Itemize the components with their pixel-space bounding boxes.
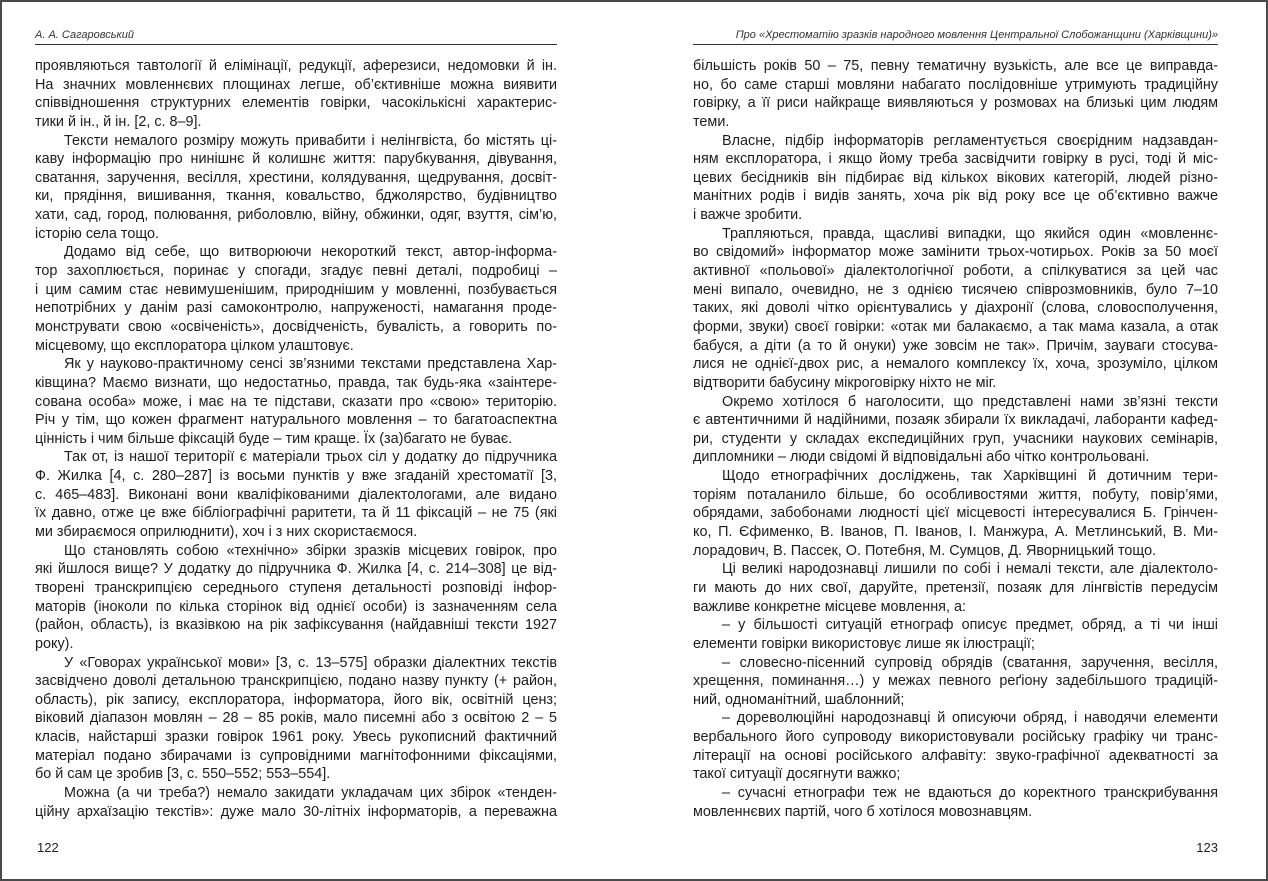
- text-line: активної «польової» діалектологічної роботи, а спілкуватися за цей час: [693, 263, 1218, 280]
- text-line: ційну архаїзацію текстів»: дуже мало 30-літніх інформаторів, а переважна: [35, 803, 557, 820]
- text-line: проявляються тавтології й елімінації, редукції, аферезиси, недомовки й ін.: [35, 58, 557, 74]
- text-line: с. 465–483]. Виконані вони кваліфікованими діалектологами, але видано: [35, 486, 557, 503]
- page-body: [35, 57, 557, 821]
- text-line: цевих бесідників він підбирає від кількох вікових категорій, людей різно-: [693, 169, 1218, 186]
- paragraph: [693, 709, 1218, 784]
- paragraph: [35, 542, 557, 654]
- text-line: літерації на основі російського алфавіту: звуко-графічної адекватності за: [693, 747, 1218, 764]
- paragraph: [693, 57, 1218, 132]
- text-line: які йшлося вище? У додатку до підручника Ф. Жилка [4, с. 214–308] це від-: [35, 561, 557, 578]
- text-line: обрядами, забобонами людності цієї місцевості інтересувалися Б. Грінчен-: [693, 505, 1218, 522]
- text-line: ний, одноманітний, шаблонний;: [693, 691, 905, 708]
- right-page: [693, 0, 1218, 881]
- paragraph: [693, 393, 1218, 468]
- text-line: лорадович, В. Пассек, О. Потебня, М. Сумцов, Д. Яворницький тощо.: [693, 542, 1157, 559]
- text-line: такої ситуації досягнути важко;: [693, 766, 901, 783]
- text-line: (район, область), із вказівкою на рік зафіксування (найдавніші тексти 1927: [35, 617, 557, 634]
- text-line: – дореволюційні народознавці й описуючи обряд, і наводячи елементи: [722, 710, 1218, 727]
- text-line: во свідомий» інформатор може замінити трьох-чотирьох. Років за 50 моєї: [693, 244, 1218, 261]
- text-line: – сучасні етнографи теж не вдаються до коректного транскрибування: [722, 784, 1218, 801]
- text-line: – словесно-пісенний супровід обрядів (сватання, заручення, весілля,: [722, 654, 1218, 671]
- text-line: тор захоплюється, поринає у спогади, згадує певні деталі, подробиці –: [35, 263, 557, 280]
- text-line: бабуся, а діти (а то й онуки) уже зовсім не так». Причім, зауваги стосува-: [693, 337, 1218, 354]
- text-line: торіям поталанило більше, бо особливостями життя, побуту, повір’ями,: [693, 486, 1218, 503]
- paragraph: [693, 654, 1218, 710]
- text-line: Окремо хотілося б наголосити, що представлені нами зв’язні тексти: [722, 393, 1218, 410]
- text-line: класів, найстарші зразки говірок 1961 року. Увесь рукописний фактичний: [35, 729, 557, 746]
- text-line: область), рік запису, експлоратора, інформатора, його вік, освітній ценз;: [35, 691, 557, 708]
- page-number: 123: [1196, 840, 1218, 855]
- text-line: У «Говорах української мови» [3, с. 13–575] образки діалектних текстів: [64, 654, 557, 671]
- paragraph: [693, 467, 1218, 560]
- page-number: 122: [37, 840, 59, 855]
- text-line: Додамо від себе, що витворюючи некороткий текст, автор-інформа-: [64, 244, 557, 261]
- text-line: Можна (а чи треба?) немало закидати укладачам цих збірок «тенден-: [64, 784, 557, 801]
- text-line: теми.: [693, 113, 730, 130]
- text-line: Як у науково-практичному сенсі зв’язними текстами представлена Хар-: [64, 356, 557, 373]
- text-line: но, бо саме старші мовляни набагато послідовніше утримують традиційну: [693, 76, 1218, 93]
- paragraph: [693, 784, 1218, 821]
- running-head: А. А. Сагаровський: [35, 29, 557, 45]
- text-line: ківщина? Маємо визнати, що недостатньо, правда, так будь-яка «заінтере-: [35, 374, 557, 391]
- text-line: Трапляються, правда, щасливі випадки, що якийся один «мовленнє-: [722, 225, 1218, 242]
- paragraph: [35, 57, 557, 132]
- text-line: матеріал подано збирачами із супровідними магнітофонними фіксаціями,: [35, 747, 557, 764]
- text-line: важливе конкретне місцеве мовлення, а:: [693, 598, 966, 615]
- paragraph: [35, 132, 557, 244]
- text-line: сватання, заручення, весілля, хрестини, колядування, щедрування, досвіт-: [35, 169, 557, 186]
- text-line: ки, прядіння, вишивання, ткання, ковальство, бджолярство, будівництво: [35, 188, 557, 205]
- text-line: елементи говірки використовує лише як ілюстрації;: [693, 635, 1035, 652]
- text-line: каву інформацію про нинішнє й колишнє життя: парубкування, дівування,: [35, 151, 557, 168]
- text-line: цінність і чим більше фіксацій буде – тим краще. Їх (за)багато не буває.: [35, 430, 513, 447]
- text-line: Ці великі народознавці лишили по собі і немалі тексти, але діалектоло-: [722, 561, 1218, 578]
- text-line: мовленнєвих партій, чого б хотілося мовознавцям.: [693, 803, 1033, 820]
- text-line: манітних родів і видів занять, хоча рік від року все це об’єктивно важче: [693, 188, 1218, 205]
- text-line: ги мають до них свої, даруйте, претензії, позаяк для лінгвістів передусім: [693, 579, 1218, 596]
- text-line: їх давно, отже це вже бібліографічні раритети, та й 11 фіксацій – не 75 (які: [35, 505, 557, 522]
- text-line: вербального його супроводу використовували російську графіку чи транс-: [693, 729, 1218, 746]
- text-line: хати, сад, город, полювання, риболовлю, війну, обжинки, одяг, взуття, сім’ю,: [35, 207, 557, 224]
- paragraph: [35, 243, 557, 355]
- text-line: Ф. Жилка [4, с. 280–287] із восьми пунктів у вже згаданій хрестоматії [3,: [35, 468, 557, 485]
- text-line: є автентичними й надійними, позаяк збирали їх викладачі, лаборанти кафед-: [693, 412, 1218, 429]
- text-line: ри, студенти у складах експедиційних груп, учасники наукових семінарів,: [693, 430, 1218, 447]
- text-line: На значних мовленнєвих площинах легше, об’єктивніше можна виявити: [35, 76, 557, 93]
- text-line: говірку, а її риси найкраще виявляються у розмовах на близькі цим людям: [693, 95, 1218, 112]
- text-line: Тексти немалого розміру можуть привабити і нелінгвіста, бо містять ці-: [64, 132, 557, 149]
- paragraph: [693, 616, 1218, 653]
- text-line: більшість років 50 – 75, певну тематичну вузькість, але все це виправда-: [693, 58, 1218, 74]
- text-line: таких, які доволі чітко орієнтувались у діахронії (слова, словосполучення,: [693, 300, 1218, 317]
- text-line: засвідчено доволі детальною транскрипцією, подано назву пункту (+ район,: [35, 673, 557, 690]
- text-line: відтворити бабусину мікроговірку ніхто не міг.: [693, 374, 997, 391]
- text-line: Що становлять собою «технічно» збірки зразків місцевих говірок, про: [64, 542, 557, 559]
- paragraph: [693, 225, 1218, 393]
- paragraph: [35, 784, 557, 821]
- text-line: форми, звуки) своєї говірки: «отак ми балакаємо, а так мама казала, а отак: [693, 318, 1218, 335]
- paragraph: [35, 355, 557, 448]
- text-line: віковий діапазон мовлян – 28 – 85 років, мало писемні або з освітою 2 – 5: [35, 710, 557, 727]
- paragraph: [693, 132, 1218, 225]
- page-body: [693, 57, 1218, 821]
- text-line: Так от, із нашої території є матеріали трьох сіл у додатку до підручника: [64, 449, 557, 466]
- text-line: сована особа» може, і має на те підстави, сказати про «свою» територію.: [35, 393, 557, 410]
- text-line: монструвати свою «освіченість», досвідченість, бувалість, а говорить по-: [35, 318, 557, 335]
- text-line: бо й сам це зробив [3, с. 550–552; 553–554].: [35, 766, 331, 783]
- text-line: і цим самим стає невимушенішим, природнішим у мовленні, позбувається: [35, 281, 557, 298]
- text-line: хрещення, поминання…) у межах певного реґіону задебільшого традицій-: [693, 673, 1218, 690]
- text-line: тики й ін., й ін. [2, с. 8–9].: [35, 113, 202, 130]
- paragraph: [35, 654, 557, 784]
- text-line: ням експлоратора, і якщо йому треба засвідчити говірку в русі, тоді й міс-: [693, 151, 1218, 168]
- text-line: співвідношення структурних елементів говірки, часокількісні характерис-: [35, 95, 557, 112]
- text-line: ко, П. Єфименко, В. Іванов, П. Іванов, І. Манжура, А. Метлинський, В. Ми-: [693, 524, 1218, 541]
- text-line: мені випало, очевидно, не з однією тисячею співрозмовників, було 7–10: [693, 281, 1218, 298]
- text-line: маторів (іноколи по кілька сторінок від однієї особи) із зазначенням села: [35, 598, 557, 615]
- text-line: Щодо етнографічних досліджень, так Харківщині й дотичним тери-: [722, 468, 1218, 485]
- text-line: – у більшості ситуацій етнограф описує предмет, обряд, а ті чи інші: [722, 617, 1218, 634]
- text-line: і важче зробити.: [693, 207, 803, 224]
- running-head: Про «Хрестоматію зразків народного мовлення Центральної Слобожанщини (Харківщини)»: [693, 29, 1218, 45]
- text-line: лися не однієї-двох рис, а немалого комплексу їх, хоча, зрозуміло, цілком: [693, 356, 1218, 373]
- text-line: Власне, підбір інформаторів регламентується своєрідним надзавдан-: [722, 132, 1218, 149]
- paragraph: [35, 448, 557, 541]
- text-line: творені транскрипцією середнього ступеня детальності розповіді інфор-: [35, 579, 557, 596]
- text-line: непотрібних у данім разі самоконтролю, напруженості, намагання проде-: [35, 300, 557, 317]
- left-page: [35, 0, 557, 881]
- text-line: Річ у тім, що кожен фрагмент натурального мовлення – то багатоаспектна: [35, 412, 557, 429]
- text-line: місцевому, що експлоратора цілком улаштовує.: [35, 337, 354, 354]
- text-line: року).: [35, 635, 74, 652]
- text-line: ми збираємося оприлюднити), хоч і з них скористаємося.: [35, 524, 418, 541]
- text-line: історію села тощо.: [35, 225, 160, 242]
- paragraph: [693, 560, 1218, 616]
- text-line: дипломники – люди свідомі й відповідальні або чітко контрольовані.: [693, 449, 1150, 466]
